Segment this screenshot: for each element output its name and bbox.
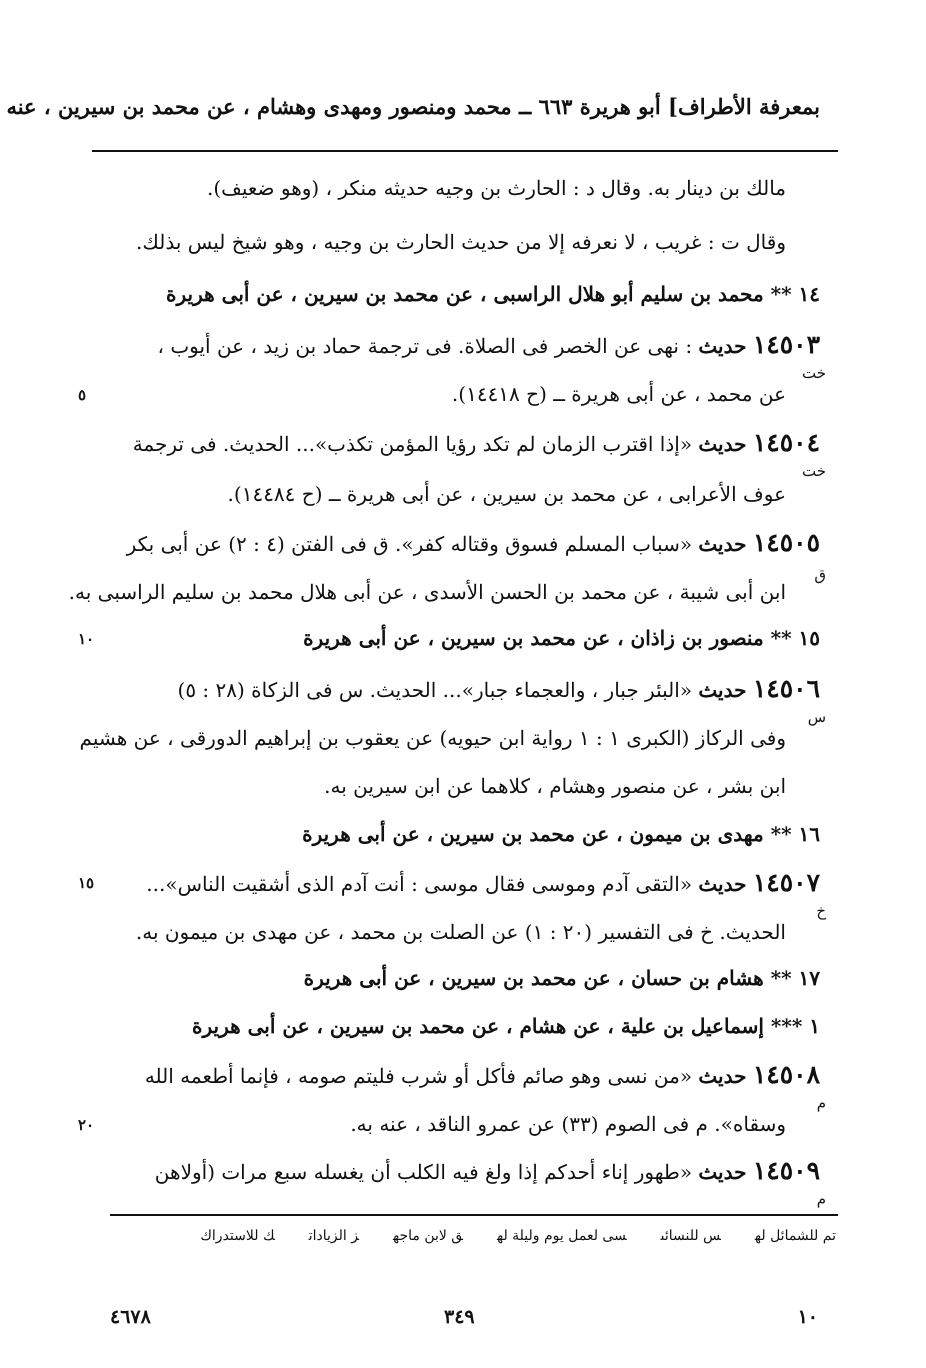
margin-line-number: ٥ — [78, 386, 87, 404]
hadith-line — [145, 1060, 820, 1090]
hadith-text: ابن أبى شيبة ، عن محمد بن الحسن الأسدى ، عن أبى هلال محمد بن سليم الراسبى به. — [68, 580, 786, 604]
hadith-line — [155, 1156, 820, 1186]
hadith-text: «سباب المسلم فسوق وقتاله كفر». ق فى الفتن (٤ : ٢) عن أبى بكر — [126, 532, 693, 556]
hadith-text: «إذا اقترب الزمان لم تكد رؤيا المؤمن تكذب»... الحديث. فى ترجمة — [132, 432, 693, 456]
hadith-text: وسقاه». م فى الصوم (٣٣) عن عمرو الناقد ، عنه به. — [350, 1112, 786, 1136]
hadith-label: حديث — [698, 334, 747, 358]
chain-heading: ١٦ ** مهدى بن ميمون ، عن محمد بن سيرين ، عن أبى هريرة — [302, 822, 820, 846]
source-siglum: خ — [816, 902, 826, 920]
text-line: وقال ت : غريب ، لا نعرفه إلا من حديث الحارث بن وجيه ، وهو شيخ ليس بذلك. — [136, 230, 786, 254]
source-siglum: خت — [801, 364, 826, 382]
hadith-number: ١٤٥٠٦ — [752, 674, 820, 703]
text-line: مالك بن دينار به. وقال د : الحارث بن وجيه حديثه منكر ، (وهو ضعيف). — [207, 176, 786, 200]
hadith-label: حديث — [698, 1160, 747, 1184]
hadith-number: ١٤٥٠٣ — [752, 330, 820, 359]
abbreviation: تم للشمائل له — [754, 1228, 836, 1244]
hadith-text: ابن بشر ، عن منصور وهشام ، كلاهما عن ابن سيرين به. — [324, 774, 786, 798]
hadith-label: حديث — [698, 678, 747, 702]
hadith-number: ١٤٥٠٤ — [752, 428, 820, 457]
abbreviation: ز الزيادات — [308, 1228, 359, 1244]
hadith-text: عوف الأعرابى ، عن محمد بن سيرين ، عن أبى هريرة ــ (ح ١٤٤٨٤). — [227, 482, 786, 506]
hadith-text: «من نسى وهو صائم فأكل أو شرب فليتم صومه ، فإنما أطعمه الله — [144, 1064, 693, 1088]
margin-line-number: ١٠ — [78, 630, 95, 648]
hadith-text: الحديث. خ فى التفسير (٢٠ : ١) عن الصلت بن محمد ، عن مهدى بن ميمون به. — [135, 920, 786, 944]
source-siglum: ق — [814, 566, 826, 584]
hadith-line — [133, 428, 820, 458]
abbreviation: س للنسائى — [660, 1228, 721, 1244]
header-text: بمعرفة الأطراف] أبو هريرة ٦٦٣ ــ محمد ومنصور ومهدى وهشام ، عن محمد بن سيرين ، عنه — [6, 94, 820, 119]
hadith-text: «التقى آدم وموسى فقال موسى : أنت آدم الذى أشقيت الناس»... — [146, 872, 693, 896]
running-header — [6, 94, 820, 119]
hadith-label: حديث — [698, 532, 747, 556]
chain-heading: ١ *** إسماعيل بن علية ، عن هشام ، عن محمد بن سيرين ، عن أبى هريرة — [192, 1014, 820, 1038]
abbreviation: سى لعمل يوم وليلة له — [497, 1228, 627, 1244]
volume-number: ١٠ — [797, 1306, 818, 1328]
source-siglum: م — [816, 1190, 826, 1208]
chain-heading: ١٧ ** هشام بن حسان ، عن محمد بن سيرين ، عن أبى هريرة — [303, 966, 820, 990]
chain-heading: ١٤ ** محمد بن سليم أبو هلال الراسبى ، عن محمد بن سيرين ، عن أبى هريرة — [166, 282, 820, 306]
chain-heading: ١٥ ** منصور بن زاذان ، عن محمد بن سيرين ، عن أبى هريرة — [303, 626, 820, 650]
hadith-line — [178, 674, 821, 704]
hadith-text: وفى الركاز (الكبرى ١ : ١ رواية ابن حيويه) عن يعقوب بن إبراهيم الدورقى ، عن هشيم — [79, 726, 786, 750]
source-siglum: خت — [801, 462, 826, 480]
hadith-number: ١٤٥٠٧ — [752, 868, 820, 897]
hadith-number: ١٤٥٠٩ — [752, 1156, 820, 1185]
hadith-text: عن محمد ، عن أبى هريرة ــ (ح ١٤٤١٨). — [451, 382, 786, 406]
hadith-label: حديث — [698, 1064, 747, 1088]
hadith-line — [127, 528, 820, 558]
hadith-text: «البئر جبار ، والعجماء جبار»... الحديث. س فى الزكاة (٢٨ : ٥) — [177, 678, 693, 702]
hadith-line — [158, 330, 821, 360]
hadith-number: ١٤٥٠٨ — [752, 1060, 820, 1089]
hadith-label: حديث — [698, 432, 747, 456]
abbreviation: ك للاستدراك — [200, 1228, 275, 1244]
header-rule — [92, 150, 838, 152]
margin-line-number: ٢٠ — [78, 1116, 95, 1134]
hadith-text: «طهور إناء أحدكم إذا ولغ فيه الكلب أن يغسله سبع مرات (أولاهن — [154, 1160, 693, 1184]
source-siglum: س — [807, 708, 826, 726]
abbreviation: ق لابن ماجه — [393, 1228, 463, 1244]
hadith-line — [146, 868, 820, 898]
page-number: ٣٤٩ — [444, 1306, 475, 1328]
footer-rule — [110, 1214, 838, 1216]
margin-line-number: ١٥ — [78, 874, 95, 892]
abbreviation-key — [166, 1228, 836, 1244]
item-range-number: ٤٦٧٨ — [110, 1306, 151, 1328]
hadith-text: : نهى عن الخصر فى الصلاة. فى ترجمة حماد بن زيد ، عن أيوب ، — [157, 334, 693, 358]
hadith-label: حديث — [698, 872, 747, 896]
hadith-number: ١٤٥٠٥ — [752, 528, 820, 557]
source-siglum: م — [816, 1094, 826, 1112]
